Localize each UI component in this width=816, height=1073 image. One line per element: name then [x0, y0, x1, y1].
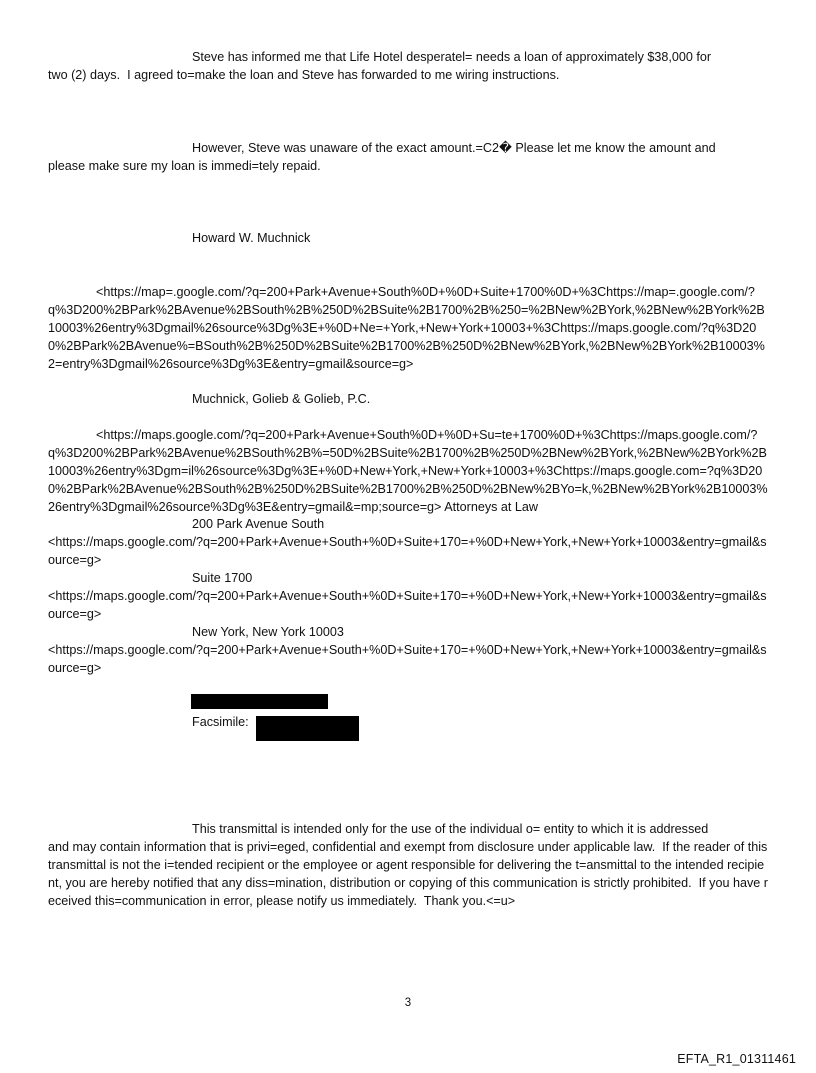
firm-link[interactable]: <https://maps.google.com/?q=200+Park+Avenue+South%0D+%0D+Su=te+1700%0D+%3Chttps://maps.google.com/?q%3D200%2BPark%2BAvenue%2BSouth%2B%=50D%2BSuite%2B1700%2B%250D%2BNew%2BYork,%2BNew%2BYork%2B10003%26entry%3Dgm=il%26source%3Dg%3E+%0D+New+York,+New+York+10003+%3Chttps://maps.google.com=?q%3D200%2BPark%2BAvenue%2BSouth%2B%250D%2BSuite%2B1700%2B%250D%2BNew%2BYo=k,%2BNew%2BYork%2B10003%26entry%3Dgmail%26source%3Dg%3E&entry=gmail&=mp;source=g> Attorneys at Law	[48, 428, 768, 514]
signature-name-link[interactable]: <https://map=.google.com/?q=200+Park+Avenue+South%0D+%0D+Suite+1700%0D+%3Chttps://map=.google.com/?q%3D200%2BPark%2BAvenue%2BSouth%2B%250D%2BSuite%2B1700%2B%250=%2BNew%2BYork,%2BNew%2BYork%2B10003%26entry%3Dgmail%26source%3Dg%3E+%0D+Ne=+York,+New+York+10003+%3Chttps://maps.google.com/?q%3D200%2BPark%2BAvenue%=BSouth%2B%250D%2BSuite%2B1700%2B%250D%2BNew%2BYork,%2BNew%2BYork%2B10003%2=entry%3Dgmail%26source%3Dg%3E&entry=gmail&source=g>	[48, 285, 765, 371]
address-line-3: New York, New York 10003	[192, 625, 344, 639]
redaction-box	[256, 716, 359, 741]
para1-line2: two (2) days. I agreed to=make the loan and Steve has forwarded to me wiring instructions.	[48, 68, 560, 82]
address-line-1-link[interactable]: <https://maps.google.com/?q=200+Park+Avenue+South+%0D+Suite+170=+%0D+New+York,+New+York+10003&entry=gmail&source=g>	[48, 535, 767, 567]
para1-line1: Steve has informed me that Life Hotel desperatel= needs a loan of approximately $38,000 for	[192, 50, 712, 64]
address-line-2: Suite 1700	[192, 571, 253, 585]
para2-line2: please make sure my loan is immedi=tely repaid.	[48, 159, 321, 173]
facsimile-label: Facsimile:	[192, 715, 249, 729]
address-line-1: 200 Park Avenue South	[192, 517, 325, 531]
page-number: 3	[404, 997, 412, 1009]
firm-name: Muchnick, Golieb & Golieb, P.C.	[192, 392, 371, 406]
address-line-2-link[interactable]: <https://maps.google.com/?q=200+Park+Avenue+South+%0D+Suite+170=+%0D+New+York,+New+York+10003&entry=gmail&source=g>	[48, 589, 767, 621]
para2-line1: However, Steve was unaware of the exact amount.=C2� Please let me know the amount and	[192, 141, 716, 155]
signature-name: Howard W. Muchnick	[192, 231, 311, 245]
address-line-3-link[interactable]: <https://maps.google.com/?q=200+Park+Avenue+South+%0D+Suite+170=+%0D+New+York,+New+York+10003&entry=gmail&source=g>	[48, 643, 767, 675]
bates-number: EFTA_R1_01311461	[677, 1052, 796, 1066]
disclaimer-body: and may contain information that is privi=eged, confidential and exempt from disclosure under applicable law. If the reader of this transmittal is not the i=tended recipient or the employee or agent responsible for delivering the t=ansmittal to the intended recipient, you are hereby notified that any diss=mination, distribution or copying of this communication is strictly prohibited. If you have received this=communication in error, please notify us immediately. Thank you.<=u>	[48, 840, 771, 908]
disclaimer-line1: This transmittal is intended only for the use of the individual o= entity to which it is addressed	[192, 822, 709, 836]
redaction-box	[191, 694, 328, 709]
